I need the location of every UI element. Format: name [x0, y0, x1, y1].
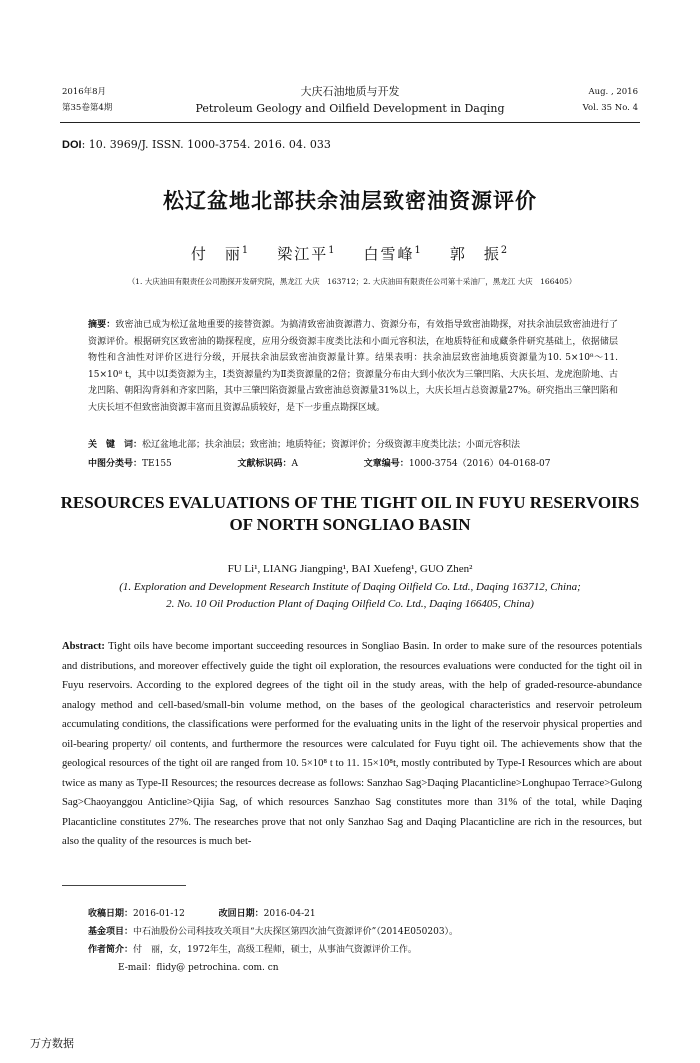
doi-value: 10. 3969/J. ISSN. 1000-3754. 2016. 04. 033 — [88, 138, 331, 151]
abstract-en — [62, 637, 642, 852]
header-volume-en: Vol. 35 No. 4 — [582, 103, 638, 113]
revised-date: 2016-04-21 — [263, 909, 316, 919]
fund-text: 中石油股份公司科技攻关项目“大庆探区第四次油气资源评价”（2014E050203）。 — [133, 927, 459, 937]
clc-label: 中图分类号： — [88, 459, 143, 469]
fund-line — [88, 924, 648, 940]
author-cn: 梁江平$^1$ — [277, 245, 337, 263]
footnote-rule — [62, 885, 186, 886]
received-label: 收稿日期： — [88, 909, 134, 919]
header-rule — [60, 122, 640, 123]
abstract-cn — [88, 317, 618, 416]
affiliation-en-1: (1. Exploration and Development Research Institute of Daqing Oilfield Co. Ltd., Daqing 163712, China; — [119, 581, 581, 593]
fund-label: 基金项目： — [88, 927, 134, 937]
abstract-cn-label: 摘要： — [88, 320, 116, 330]
doc-code-value: A — [291, 459, 299, 469]
author-cn: 白雪峰$^1$ — [363, 245, 423, 263]
journal-title-cn: 大庆石油地质与开发 — [300, 85, 400, 98]
header-date-cn: 2016年8月 — [62, 87, 107, 97]
abstract-en-text: Tight oils have become important succeeding resources in Songliao Basin. In order to make sure of the resources potentials and distributions, and moreover effectively guide the tight oil exploration, the resources evaluations were conducted for the tight oil in Fuyu reservoirs. According to the explored degrees of the tight oil in the study areas, with the help of graded-resource-abundance analogy method and cell-based/small-bin volume method, on the bases of the geological characteristics and reservoir petroleum accumulating conditions, the classifications were performed for the evaluating units in the light of the reservoir physical properties and oil-bearing property/ oil contents, and furthermore the resources were calculated for Fuyu tight oil. The achievements show that the geological resources of the tight oil are ranged from 10. 5×10⁸ t to 11. 15×10⁸t, mostly contributed by Type-I Resources which are about twice as many as Type-II Resources; the resources decrease as follows: Sanzhao Sag>Daqing Placanticline>Longhupao Terrace>Gulong Sag>Chaoyanggou Anticline>Qijia Sag, of which resources Sanzhao Sag constitutes more than 31% of the total, while Daqing Placanticline constitutes 27%. The researches prove that not only Sanzhao Sag and Daqing Placanticline are rich in the resources, but also the quality of the resources is much bet- — [62, 641, 642, 847]
author-bio-label: 作者简介： — [88, 945, 134, 955]
abstract-en-label: Abstract: — [62, 641, 105, 652]
affiliation-en-2: 2. No. 10 Oil Production Plant of Daqing Oilfield Co. Ltd., Daqing 166405, China) — [166, 598, 534, 610]
author-bio-text: 付 丽，女，1972年生，高级工程师，硕士，从事油气资源评价工作。 — [133, 945, 417, 955]
keywords-cn — [88, 437, 618, 453]
keywords-cn-label: 关 键 词： — [88, 440, 143, 450]
paper-title-en: RESOURCES EVALUATIONS OF THE TIGHT OIL IN FUYU RESERVOIRS OF NORTH SONGLIAO BASIN — [60, 493, 640, 534]
article-no-value: 1000-3754（2016）04-0168-07 — [408, 459, 551, 469]
affiliation-cn: （1. 大庆油田有限责任公司勘探开发研究院，黑龙江 大庆 163712；2. 大庆油田有限责任公司第十采油厂，黑龙江 大庆 166405） — [127, 277, 577, 286]
received-date: 2016-01-12 — [133, 909, 185, 919]
authors-cn — [0, 243, 700, 264]
doi-label: DOI — [62, 139, 82, 151]
article-no-label: 文章编号： — [363, 459, 409, 469]
header-date-en: Aug. , 2016 — [588, 87, 638, 97]
author-cn: 郭 振$^2$ — [449, 245, 510, 263]
doc-code-label: 文献标识码： — [237, 459, 292, 469]
wanfang-watermark: 万方数据 — [30, 1037, 74, 1050]
authors-en: FU Li¹, LIANG Jiangping¹, BAI Xuefeng¹, GUO Zhen² — [227, 563, 473, 575]
abstract-cn-text: 致密油已成为松辽盆地重要的接替资源。为搞清致密油资源潜力、资源分布，有效指导致密油勘探，对扶余油层致密油进行了资源评价。根据研究区致密油的勘探程度，应用分级资源丰度类比法和小面元容积法，在地质特征和成藏条件研究基础上，依据储层物性和含油性对评价区进行分级，开展扶余油层致密油资源量计算。结果表明：扶余油层致密油地质资源量为10. 5×10⁸～11. 15×10⁸ t，其中以Ⅰ类资源为主，Ⅰ类资源量约为Ⅱ类资源量的2倍；资源量分布由大到小依次为三肇凹陷、大庆长垣、龙虎泡阶地、古龙凹陷、朝阳沟背斜和齐家凹陷，其中三肇凹陷资源量占致密油总资源量31%以上，大庆长垣占总资源量27%。研究指出三肇凹陷和大庆长垣不但致密油资源丰富而且资源品质较好，是下一步重点勘探区域。 — [88, 320, 618, 413]
clc-value: TE155 — [142, 459, 172, 469]
journal-title-en: Petroleum Geology and Oilfield Development in Daqing — [195, 102, 505, 115]
header-volume-cn: 第35卷第4期 — [62, 103, 113, 113]
dates-line — [88, 906, 648, 922]
author-bio-line — [88, 942, 648, 958]
paper-title-cn: 松辽盆地北部扶余油层致密油资源评价 — [163, 189, 537, 213]
author-email: E-mail：flidy@ petrochina. com. cn — [118, 963, 279, 973]
classification-line — [88, 456, 618, 472]
keywords-cn-text: 松辽盆地北部；扶余油层；致密油；地质特征；资源评价；分级资源丰度类比法；小面元容积法 — [142, 440, 521, 450]
revised-label: 改回日期： — [218, 909, 264, 919]
doi-line: DOI: 10. 3969/J. ISSN. 1000-3754. 2016. 04. 033 — [62, 138, 331, 151]
author-cn: 付 丽$^1$ — [190, 245, 251, 263]
